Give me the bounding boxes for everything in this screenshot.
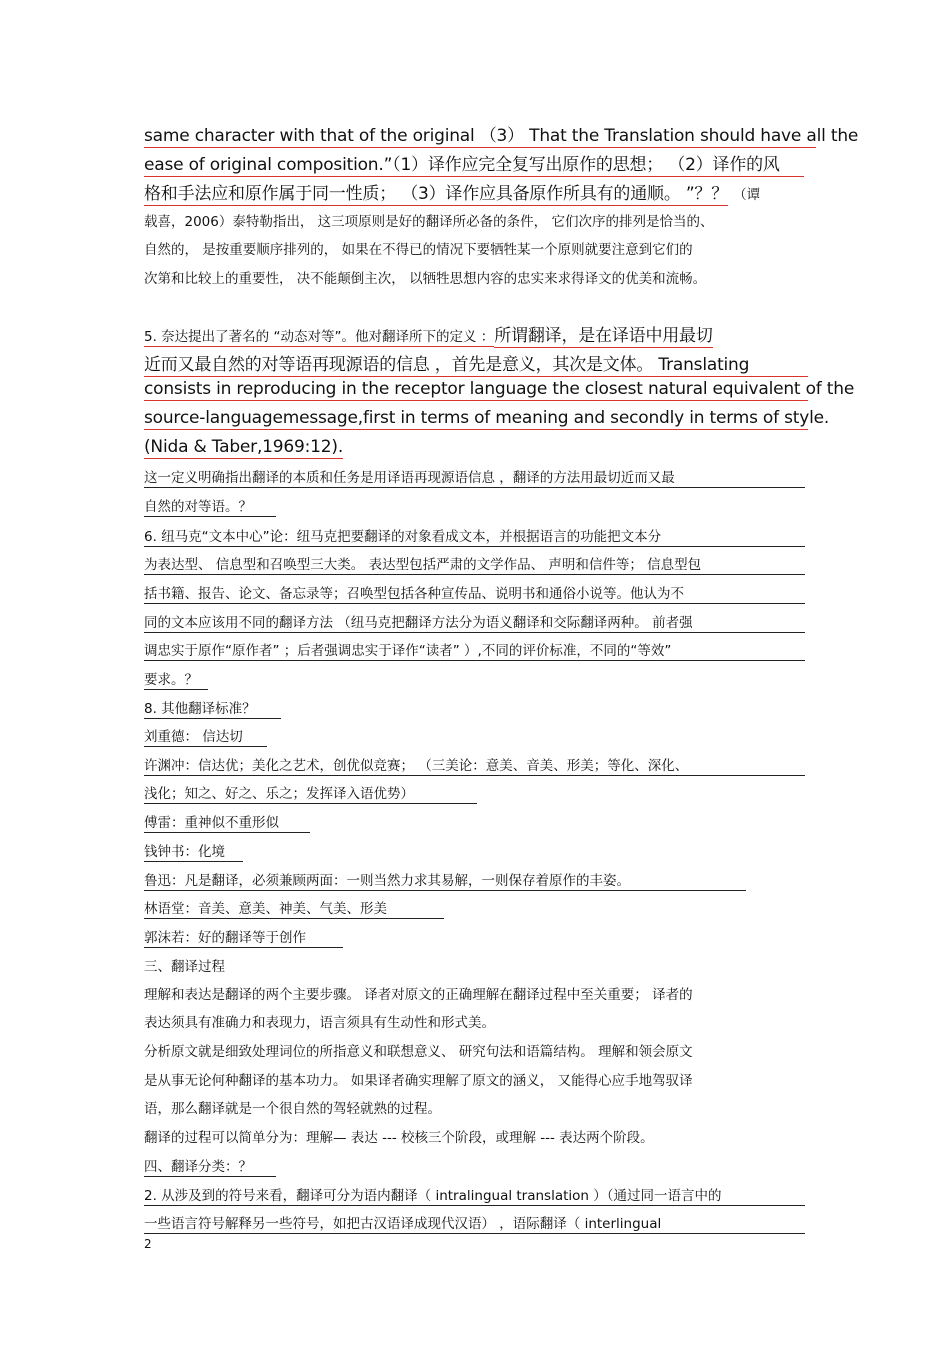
text-line: 浅化；知之、好之、乐之；发挥译入语优势）	[144, 782, 477, 804]
text-line: 近而又最自然的对等语再现源语的信息 ，首先是意义，其次是文体。 Translating	[144, 350, 808, 377]
text-span: 格和手法应和原作属于同一性质； （3）译作应具备原作所具有的通顺。 ”？？	[144, 184, 729, 204]
text-line-group	[144, 179, 760, 204]
text-line: same character with that of the original （3） That the Translation should have all the	[144, 121, 816, 148]
text-span: 5. 奈达提出了著名的 “动态对等”。他对翻译所下的定义 ：	[144, 329, 495, 345]
text-line: 钱钟书：化境	[144, 840, 243, 862]
text-line: 理解和表达是翻译的两个主要步骤。 译者对原文的正确理解在翻译过程中至关重要； 译者的	[144, 987, 693, 1003]
text-line: 郭沫若：好的翻译等于创作	[144, 926, 343, 948]
text-line: 6. 纽马克“文本中心”论：纽马克把要翻译的对象看成文本，并根据语言的功能把文本分	[144, 525, 805, 547]
text-line: 刘重德： 信达切	[144, 725, 267, 747]
text-line-group	[144, 321, 713, 346]
text-line: ease of original composition.”（1）译作应完全复写出原作的思想； （2）译作的风	[144, 150, 804, 177]
text-line: 同的文本应该用不同的翻译方法 （纽马克把翻译方法分为语义翻译和交际翻译两种。 前者强	[144, 611, 805, 633]
text-line: 2. 从涉及到的符号来看，翻译可分为语内翻译（ intralingual translation ）（通过同一语言中的	[144, 1184, 805, 1206]
text-line: 这一定义明确指出翻译的本质和任务是用译语再现源语信息 ，翻译的方法用最切近而又最	[144, 466, 805, 488]
text-line: 自然的对等语。？	[144, 495, 276, 517]
text-line: 要求。？	[144, 668, 208, 690]
text-line: 傅雷：重神似不重形似	[144, 811, 310, 833]
section-heading: 三、翻译过程	[144, 959, 225, 975]
text-line: 语，那么翻译就是一个很自然的驾轻就熟的过程。	[144, 1101, 441, 1117]
section-heading: 四、翻译分类：？	[144, 1155, 276, 1177]
text-line: 林语堂：音美、意美、神美、气美、形美	[144, 897, 444, 919]
text-line: 是从事无论何种翻译的基本功力。 如果译者确实理解了原文的涵义， 又能得心应手地驾驭译	[144, 1073, 693, 1089]
section-heading: 8. 其他翻译标准？	[144, 697, 281, 719]
text-line: 分析原文就是细致处理词位的所指意义和联想意义、 研究句法和语篇结构。 理解和领会原文	[144, 1044, 693, 1060]
text-line: source-languagemessage,first in terms of meaning and secondly in terms of style.	[144, 408, 830, 428]
text-line: 调忠实于原作“原作者” ；后者强调忠实于译作“读者” ）,不同的评价标准，不同的“等效”	[144, 639, 805, 661]
text-line: 自然的， 是按重要顺序排列的， 如果在不得已的情况下要牺牲某一个原则就要注意到它们的	[144, 242, 693, 258]
text-line: 括书籍、报告、论文、备忘录等；召唤型包括各种宣传品、说明书和通俗小说等。他认为不	[144, 582, 805, 604]
page-number: 2	[144, 1237, 152, 1251]
text-line: 许渊冲：信达优；美化之艺术，创优似竞赛； （三美论：意美、音美、形美；等化、深化、	[144, 754, 805, 776]
text-line: (Nida & Taber,1969:12).	[144, 437, 344, 457]
text-span: （谭	[733, 187, 761, 203]
text-line: 载喜，2006）泰特勒指出， 这三项原则是好的翻译所必备的条件， 它们次序的排列是恰当的、	[144, 214, 714, 230]
text-line: consists in reproducing in the receptor language the closest natural equivalent of the	[144, 379, 855, 399]
text-line: 鲁迅：凡是翻译，必须兼顾两面：一则当然力求其易解，一则保存着原作的丰姿。	[144, 869, 746, 891]
text-line: 一些语言符号解释另一些符号，如把古汉语译成现代汉语） ，语际翻译（ interlingual	[144, 1212, 805, 1234]
text-span: 所谓翻译，是在译语中用最切	[494, 326, 713, 346]
text-line: 次第和比较上的重要性， 决不能颠倒主次， 以牺牲思想内容的忠实来求得译文的优美和流畅。	[144, 271, 707, 287]
text-line: 翻译的过程可以简单分为：理解— 表达 --- 校核三个阶段，或理解 --- 表达两个阶段。	[144, 1130, 654, 1146]
text-line: 表达须具有准确力和表现力，语言须具有生动性和形式美。	[144, 1015, 495, 1031]
text-line: 为表达型、 信息型和召唤型三大类。 表达型包括严肃的文学作品、 声明和信件等； 信息型包	[144, 553, 805, 575]
